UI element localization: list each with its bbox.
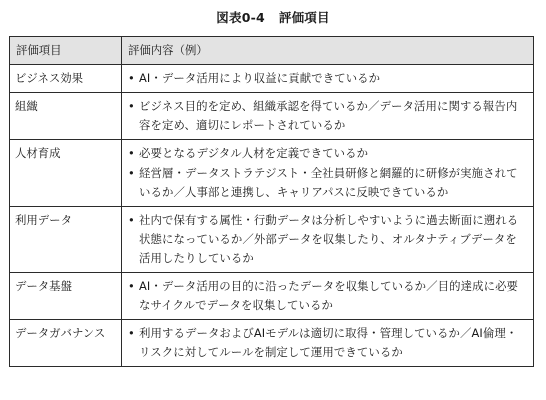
bullet-item: [128, 97, 527, 135]
bullet-text: AI・データ活用により収益に貢献できているか: [139, 71, 381, 85]
item-cell: 組織: [10, 93, 122, 140]
bullet-item: [128, 144, 527, 163]
bullet-list: [128, 324, 527, 362]
table-row: [10, 93, 534, 140]
table-row: [10, 273, 534, 320]
table-row: [10, 320, 534, 367]
item-cell: 人材育成: [10, 140, 122, 207]
bullet-icon: •: [128, 146, 135, 160]
bullet-item: [128, 69, 527, 88]
bullet-text: ビジネス目的を定め、組織承認を得ているか／データ活用に関する報告内容を定め、適切にレポートされているか: [139, 99, 518, 132]
content-cell: [122, 320, 534, 367]
bullet-list: [128, 144, 527, 202]
bullet-item: [128, 211, 527, 268]
bullet-text: 利用するデータおよびAIモデルは適切に取得・管理しているか／AI倫理・リスクに対してルールを制定して運用できているか: [139, 326, 518, 359]
bullet-icon: •: [128, 279, 135, 293]
content-cell: [122, 273, 534, 320]
table-row: [10, 65, 534, 93]
header-evaluation-item: 評価項目: [10, 37, 122, 65]
bullet-icon: •: [128, 213, 135, 227]
table-row: [10, 207, 534, 273]
bullet-list: [128, 97, 527, 135]
bullet-list: [128, 69, 527, 88]
table-header-row: [10, 37, 534, 65]
content-cell: [122, 140, 534, 207]
bullet-list: [128, 211, 527, 268]
bullet-icon: •: [128, 166, 135, 180]
table-body: [10, 65, 534, 367]
figure-caption: [0, 8, 546, 26]
bullet-item: [128, 277, 527, 315]
bullet-text: 経営層・データストラテジスト・全社員研修と網羅的に研修が実施されているか／人事部と連携し、キャリアパスに反映できているか: [139, 166, 518, 199]
bullet-text: 社内で保有する属性・行動データは分析しやすいように過去断面に遡れる状態になっているか／外部データを収集したり、オルタナティブデータを活用したりしているか: [139, 213, 519, 265]
bullet-icon: •: [128, 99, 135, 113]
header-evaluation-content: 評価内容（例）: [122, 37, 534, 65]
table-row: [10, 140, 534, 207]
evaluation-table: [9, 36, 534, 367]
item-cell: 利用データ: [10, 207, 122, 273]
item-cell: ビジネス効果: [10, 65, 122, 93]
item-cell: データ基盤: [10, 273, 122, 320]
bullet-icon: •: [128, 326, 135, 340]
figure-number: 図表0-4: [216, 10, 265, 25]
bullet-item: [128, 164, 527, 202]
figure-title: 評価項目: [278, 10, 330, 25]
content-cell: [122, 93, 534, 140]
bullet-text: 必要となるデジタル人材を定義できているか: [139, 146, 369, 160]
content-cell: [122, 207, 534, 273]
bullet-text: AI・データ活用の目的に沿ったデータを収集しているか／目的達成に必要なサイクルでデータを収集しているか: [139, 279, 519, 312]
bullet-icon: •: [128, 71, 135, 85]
bullet-list: [128, 277, 527, 315]
content-cell: [122, 65, 534, 93]
bullet-item: [128, 324, 527, 362]
item-cell: データガバナンス: [10, 320, 122, 367]
